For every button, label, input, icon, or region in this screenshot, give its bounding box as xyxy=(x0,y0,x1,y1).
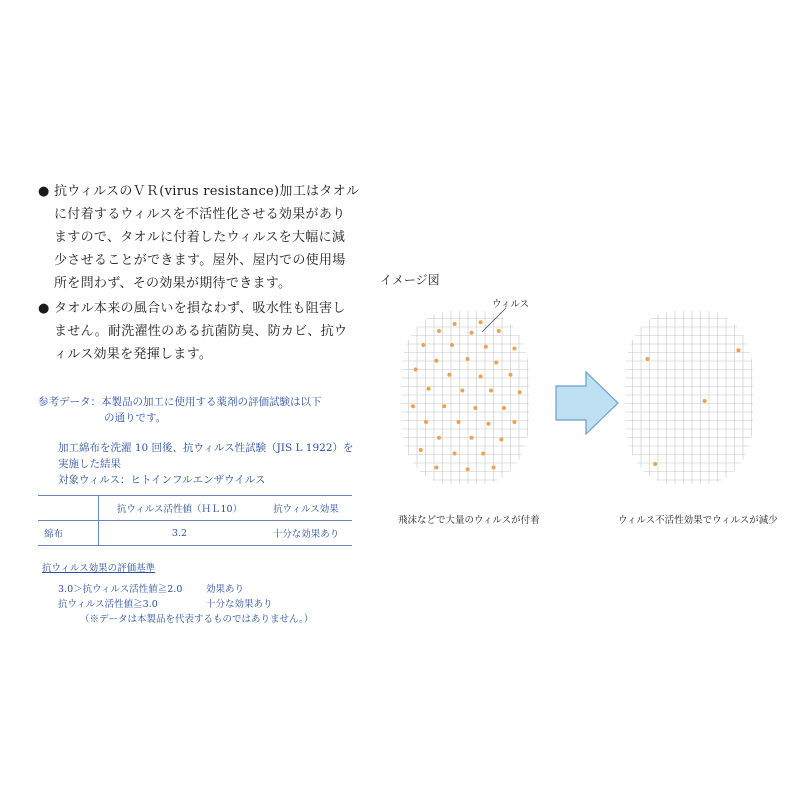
test-results-table xyxy=(38,495,352,546)
virus-dot xyxy=(645,357,649,361)
table-header-row: 抗ウィルス活性値（ＨＬ10） 抗ウィルス効果 xyxy=(38,496,352,521)
reference-conditions: 加工綿布を洗濯 10 回後、抗ウィルス性試験（JIS L 1922）を 実施した結果 対象ウィルス：ヒトインフルエンザウイルス xyxy=(58,442,354,486)
bullet-paragraph-2 xyxy=(38,297,368,366)
virus-dot xyxy=(502,406,506,410)
virus-dot xyxy=(512,347,516,351)
virus-dot xyxy=(434,359,438,363)
virus-dot xyxy=(450,343,454,347)
virus-dot xyxy=(492,466,496,470)
virus-label: ウィルス xyxy=(492,299,530,310)
virus-dot xyxy=(484,345,488,349)
virus-dot xyxy=(421,343,425,347)
virus-dot xyxy=(466,357,470,361)
virus-dot xyxy=(470,331,474,335)
virus-dot xyxy=(479,375,483,379)
virus-dot xyxy=(703,399,707,403)
virus-dot xyxy=(437,436,441,440)
virus-dot xyxy=(481,452,485,456)
virus-dot xyxy=(460,389,464,393)
virus-dot xyxy=(427,387,431,391)
virus-dot xyxy=(457,420,461,424)
virus-dot xyxy=(494,361,498,365)
virus-dot xyxy=(434,466,438,470)
bullet-marker: ● xyxy=(38,184,50,199)
illustration-title: イメージ図 xyxy=(380,273,440,287)
virus-dot xyxy=(486,422,490,426)
virus-dot xyxy=(499,438,503,442)
criteria-row: 抗ウィルス活性値≧3.0 十分な効果あり xyxy=(58,599,273,610)
virus-dot xyxy=(509,373,513,377)
virus-dot xyxy=(653,462,657,466)
virus-dot xyxy=(411,404,415,408)
virus-dot xyxy=(442,404,446,408)
bullet-text: 抗ウィルスのＶＲ(virus resistance)加工はタオル に付着するウィルスを不活性化させる効果があり ますので、タオルに付着したウィルスを大幅に減 少させることができます。屋外、屋内での使用場 所を問わず、その効果が期待できます。 xyxy=(54,184,360,291)
virus-dot xyxy=(453,322,457,326)
virus-dot xyxy=(466,467,470,471)
criteria-note: （※データは本製品を代表するものではありません。） xyxy=(80,614,314,625)
virus-dot xyxy=(512,420,516,424)
fabric-grid-before xyxy=(400,310,530,485)
bullet-paragraph-1 xyxy=(38,180,368,295)
virus-dot xyxy=(453,452,457,456)
virus-dot xyxy=(736,348,740,352)
reference-label: 参考データ： xyxy=(38,396,101,408)
evaluation-criteria xyxy=(42,560,313,627)
virus-dot xyxy=(424,420,428,424)
grid-lines xyxy=(400,310,530,485)
virus-dot xyxy=(447,373,451,377)
criteria-title: 抗ウィルス効果の評価基準 xyxy=(42,563,156,574)
virus-pointer-line xyxy=(478,306,518,336)
caption-before: 飛沫などで大量のウィルスが付着 xyxy=(398,515,540,526)
table-row: 綿布 3.2 十分な効果あり xyxy=(38,521,352,546)
virus-dot xyxy=(489,389,493,393)
virus-dot xyxy=(518,390,522,394)
criteria-row: 3.0＞抗ウィルス活性値≧2.0 効果あり xyxy=(58,584,245,595)
virus-dot xyxy=(419,448,423,452)
arrow-right-icon xyxy=(554,370,622,436)
virus-dot xyxy=(414,368,418,372)
reference-heading: 参考データ：本製品の加工に使用する薬剤の評価試験は以下 の通りです。 xyxy=(38,396,322,424)
virus-dot xyxy=(470,436,474,440)
fabric-grid-after xyxy=(624,310,754,485)
grid-lines xyxy=(624,310,754,485)
bullet-text: タオル本来の風合いを損なわず、吸水性も阻害し ません。耐洗濯性のある抗菌防臭、防カビ、抗ウ ィルス効果を発揮します。 xyxy=(54,301,348,362)
virus-dot xyxy=(437,329,441,333)
bullet-marker: ● xyxy=(38,301,50,316)
caption-after: ウィルス不活性効果でウィルスが減少 xyxy=(618,515,778,526)
virus-dot xyxy=(473,406,477,410)
